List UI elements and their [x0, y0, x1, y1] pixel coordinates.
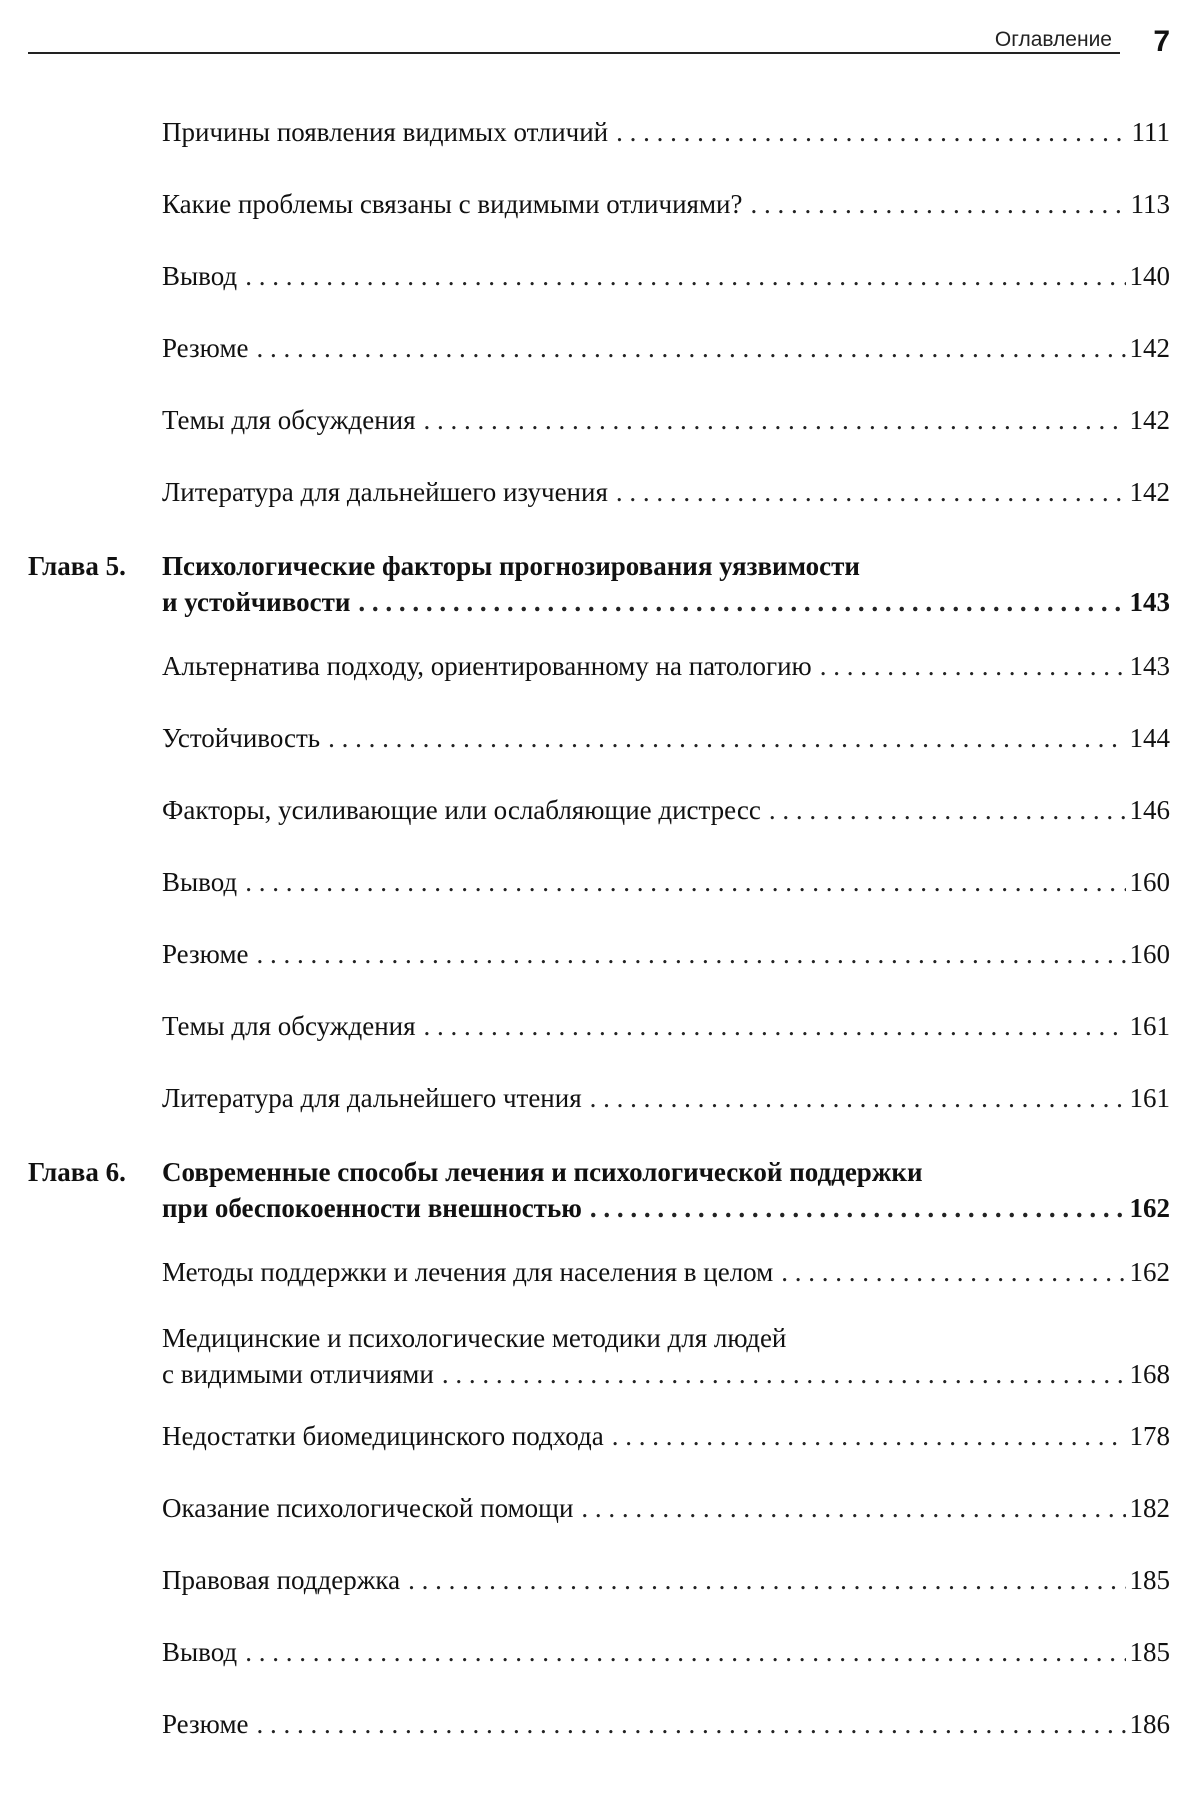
section-title: Альтернатива подходу, ориентированному на патологию — [162, 651, 812, 681]
section-title-row — [162, 474, 1170, 510]
dot-leader — [590, 1080, 1126, 1116]
toc-page-number: 160 — [1129, 939, 1170, 969]
toc-section-entry — [28, 1616, 1170, 1688]
toc-section-entry — [28, 168, 1170, 240]
section-title-line1: Медицинские и психологические методики для людей — [162, 1323, 787, 1353]
section-title: Литература для дальнейшего изучения — [162, 477, 608, 507]
toc-page-number: 185 — [1129, 1565, 1170, 1595]
table-of-contents — [28, 96, 1170, 1760]
section-title: Оказание психологической помощи — [162, 1493, 574, 1523]
toc-section-entry — [28, 1062, 1170, 1134]
section-title-row — [162, 330, 1170, 366]
toc-chapter-entry — [28, 1134, 1170, 1236]
dot-leader — [408, 1562, 1125, 1598]
dot-leader — [442, 1356, 1126, 1392]
toc-section-entry — [28, 240, 1170, 312]
dot-leader — [590, 1190, 1126, 1226]
toc-page-number: 162 — [1129, 1257, 1170, 1287]
section-title: Литература для дальнейшего чтения — [162, 1083, 582, 1113]
section-title: Темы для обсуждения — [162, 405, 416, 435]
section-title-row — [162, 1706, 1170, 1742]
section-title-row — [162, 402, 1170, 438]
dot-leader — [245, 258, 1125, 294]
toc-page-number: 160 — [1129, 867, 1170, 897]
toc-section-entry — [28, 96, 1170, 168]
toc-page-number: 140 — [1129, 261, 1170, 291]
page-number: 7 — [1153, 25, 1170, 58]
dot-leader — [612, 1418, 1126, 1454]
chapter-title-line1: Современные способы лечения и психологической поддержки — [162, 1157, 923, 1187]
dot-leader — [328, 720, 1125, 756]
toc-page-number: 142 — [1129, 477, 1170, 507]
dot-leader — [750, 186, 1126, 222]
toc-page-number: 113 — [1130, 189, 1170, 219]
toc-page-number: 142 — [1129, 405, 1170, 435]
section-title-row — [162, 1634, 1170, 1670]
section-title: Темы для обсуждения — [162, 1011, 416, 1041]
section-title-line2: с видимыми отличиями — [162, 1359, 434, 1389]
dot-leader — [616, 114, 1127, 150]
toc-section-entry — [28, 846, 1170, 918]
toc-page-number: 178 — [1129, 1421, 1170, 1451]
toc-section-entry — [28, 384, 1170, 456]
section-title: Факторы, усиливающие или ослабляющие дистресс — [162, 795, 761, 825]
toc-section-entry — [28, 456, 1170, 528]
dot-leader — [257, 330, 1126, 366]
toc-page-number: 143 — [1129, 587, 1170, 617]
toc-section-entry — [28, 774, 1170, 846]
toc-page-number: 185 — [1129, 1637, 1170, 1667]
section-title-row — [162, 1490, 1170, 1526]
section-title: Вывод — [162, 867, 238, 897]
chapter-title-row — [162, 584, 1170, 620]
dot-leader — [424, 402, 1126, 438]
toc-section-entry — [28, 630, 1170, 702]
section-title: Вывод — [162, 1637, 238, 1667]
dot-leader — [581, 1490, 1125, 1526]
section-title: Резюме — [162, 1709, 249, 1739]
toc-section-entry — [28, 1472, 1170, 1544]
toc-page-number: 161 — [1129, 1083, 1170, 1113]
section-title-row — [162, 1008, 1170, 1044]
toc-page-number: 146 — [1129, 795, 1170, 825]
dot-leader — [257, 936, 1126, 972]
section-title-row — [162, 114, 1170, 150]
running-header-title: Оглавление — [994, 28, 1112, 51]
section-title-row — [162, 1418, 1170, 1454]
toc-page-number: 144 — [1129, 723, 1170, 753]
section-title: Правовая поддержка — [162, 1565, 401, 1595]
section-title: Недостатки биомедицинского подхода — [162, 1421, 604, 1451]
chapter-title-row — [162, 1190, 1170, 1226]
chapter-number: Глава 5. — [28, 551, 126, 581]
section-title: Резюме — [162, 939, 249, 969]
toc-page-number: 182 — [1129, 1493, 1170, 1523]
section-title-row — [162, 186, 1170, 222]
toc-section-entry — [28, 1544, 1170, 1616]
section-title: Причины появления видимых отличий — [162, 117, 609, 147]
section-title: Вывод — [162, 261, 238, 291]
toc-page-number: 161 — [1129, 1011, 1170, 1041]
running-header — [28, 18, 1170, 60]
chapter-title-line1: Психологические факторы прогнозирования уязвимости — [162, 551, 860, 581]
section-title-row — [162, 864, 1170, 900]
section-title: Устойчивость — [162, 723, 321, 753]
section-title-row — [162, 258, 1170, 294]
toc-section-entry — [28, 312, 1170, 384]
section-title-row — [162, 936, 1170, 972]
section-title-row — [162, 720, 1170, 756]
chapter-number: Глава 6. — [28, 1157, 126, 1187]
section-title: Резюме — [162, 333, 249, 363]
section-title-row — [162, 1356, 1170, 1392]
chapter-title-line2: при обеспокоенности внешностью — [162, 1193, 582, 1223]
dot-leader — [257, 1706, 1126, 1742]
section-title-row — [162, 1254, 1170, 1290]
toc-page-number: 168 — [1129, 1359, 1170, 1389]
dot-leader — [820, 648, 1126, 684]
dot-leader — [769, 792, 1126, 828]
section-title-row — [162, 1080, 1170, 1116]
dot-leader — [245, 864, 1125, 900]
toc-section-entry — [28, 1688, 1170, 1760]
toc-section-entry — [28, 990, 1170, 1062]
toc-section-entry — [28, 1236, 1170, 1308]
toc-section-entry — [28, 918, 1170, 990]
toc-section-entry — [28, 1400, 1170, 1472]
section-title: Методы поддержки и лечения для населения в целом — [162, 1257, 774, 1287]
section-title-row — [162, 1562, 1170, 1598]
toc-section-entry — [28, 1308, 1170, 1400]
dot-leader — [424, 1008, 1126, 1044]
chapter-title-line2: и устойчивости — [162, 587, 351, 617]
toc-page-number: 111 — [1131, 117, 1170, 147]
toc-page-number: 162 — [1129, 1193, 1170, 1223]
toc-page-number: 142 — [1129, 333, 1170, 363]
toc-section-entry — [28, 702, 1170, 774]
toc-page-number: 186 — [1129, 1709, 1170, 1739]
dot-leader — [781, 1254, 1125, 1290]
header-rule — [28, 52, 1120, 54]
toc-page-number: 143 — [1129, 651, 1170, 681]
toc-chapter-entry — [28, 528, 1170, 630]
section-title-row — [162, 792, 1170, 828]
dot-leader — [616, 474, 1126, 510]
section-title: Какие проблемы связаны с видимыми отличиями? — [162, 189, 743, 219]
dot-leader — [245, 1634, 1125, 1670]
section-title-row — [162, 648, 1170, 684]
dot-leader — [358, 584, 1125, 620]
